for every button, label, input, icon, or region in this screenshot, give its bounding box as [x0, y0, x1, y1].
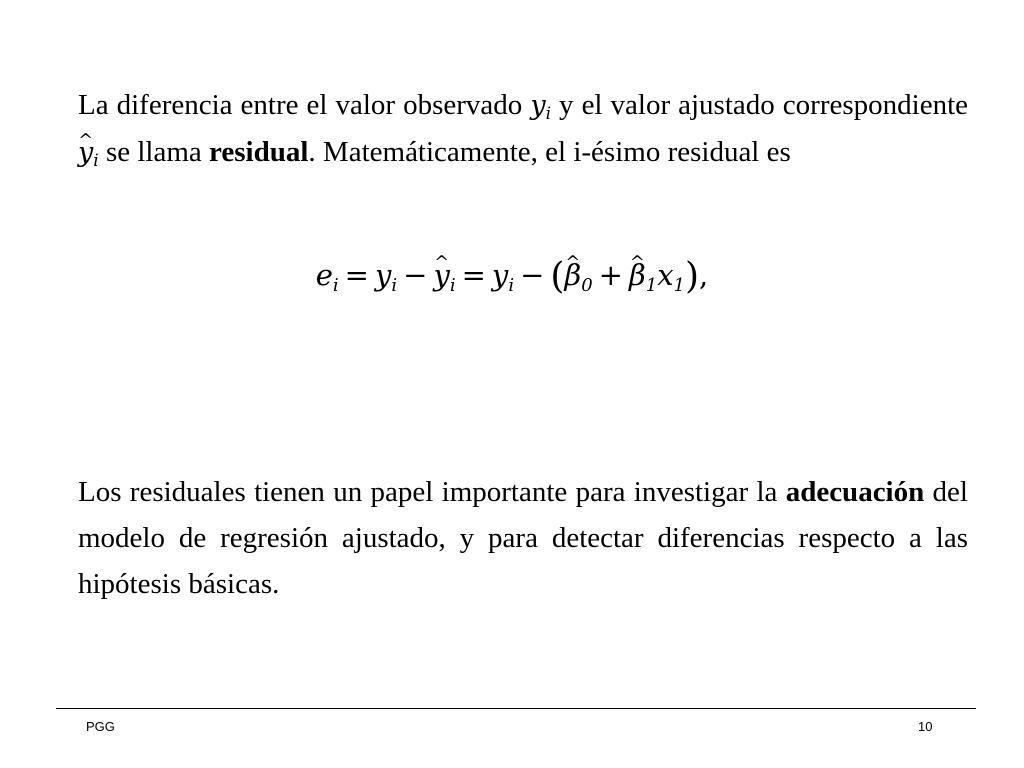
p1-text-1: La diferencia entre el valor observado — [78, 89, 531, 121]
p2-text-2: del modelo de regresión ajustado, y para detectar diferencias respecto a las hipótesis básicas. — [78, 476, 968, 600]
page-number: 10 — [918, 719, 933, 734]
paragraph-residual-importance — [78, 469, 968, 607]
p1-text-2: y el valor ajustado correspondiente — [551, 89, 968, 121]
footer-author: PGG — [86, 719, 115, 734]
var-y-i: $y_i$ — [530, 90, 552, 124]
paragraph-residual-definition — [78, 82, 968, 176]
p1-text-3: se llama — [98, 136, 210, 168]
footer-divider — [56, 708, 976, 709]
p2-text-1: Los residuales tienen un papel importante para investigar la — [78, 476, 786, 508]
p1-text-4: . Matemáticamente, el i-ésimo residual es — [308, 136, 791, 168]
residual-equation: $e_i = y_i$ −^ $y_i = y_i$ − (^ $\beta_0$ +^ $\beta_1x_1$), — [0, 252, 1024, 300]
term-residual: residual — [209, 136, 309, 168]
var-y-hat-i: ^ $y_i$ — [78, 137, 99, 168]
term-adecuacion: adecuación — [785, 476, 925, 508]
